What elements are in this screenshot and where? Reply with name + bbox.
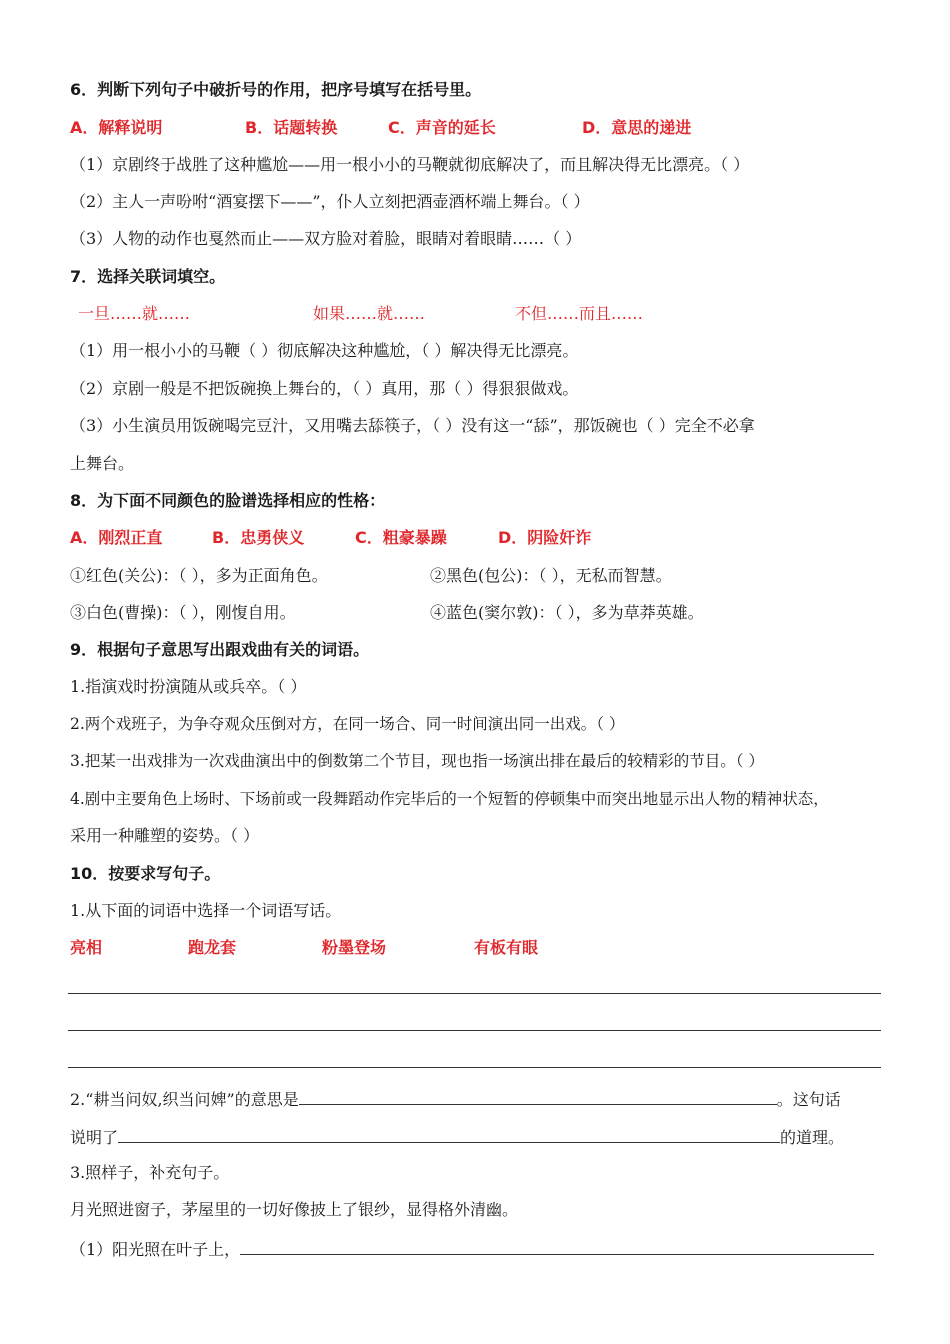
q6-item-3: （3）人物的动作也戛然而止——双方脸对着脸，眼睛对着眼睛……（ ） [70,229,582,248]
q7-option-1: 一旦……就…… [78,304,191,323]
q8-item-1: ①红色(关公)：（ ），多为正面角色。 [70,566,328,585]
q10-sub2-line1 [70,1088,841,1110]
q6-option-d: D．意思的递进 [582,118,692,137]
q9-item-1: 1.指演戏时扮演随从或兵卒。（ ） [70,677,307,696]
q7-item-2: （2）京剧一般是不把饭碗换上舞台的，（ ）真用，那（ ）得狠狠做戏。 [70,379,579,398]
q10-sub2-blank-meaning[interactable] [299,1088,777,1105]
q8-option-a: A．刚烈正直 [70,528,163,547]
q10-sub2-prompt: 2.“耕当问奴,织当问婢”的意思是 [70,1090,299,1109]
q6-option-b: B．话题转换 [245,118,338,137]
q10-title: 10．按要求写句子。 [70,864,221,883]
q10-sub2-lead: 说明了 [70,1128,119,1147]
q7-option-2: 如果……就…… [313,304,426,323]
q8-option-c: C．粗豪暴躁 [355,528,447,547]
q6-option-c: C．声音的延长 [388,118,496,137]
q8-item-4: ④蓝色(窦尔敦)：（ ），多为草莽英雄。 [430,603,704,622]
q9-item-4: 4.剧中主要角色上场时、下场前或一段舞蹈动作完毕后的一个短暂的停顿集中而突出地显示出人物的精神状态， [70,790,829,808]
q10-word-4: 有板有眼 [474,938,539,957]
q10-sub2-line2 [70,1126,844,1148]
q7-option-3: 不但……而且…… [515,304,644,323]
q10-sub2-end: 的道理。 [780,1128,845,1147]
q6-item-1: （1）京剧终于战胜了这种尴尬——用一根小小的马鞭就彻底解决了，而且解决得无比漂亮。（ ） [70,155,750,174]
q10-word-3: 粉墨登场 [322,938,387,957]
q7-title: 7．选择关联词填空。 [70,267,226,286]
q10-example: 月光照进窗子，茅屋里的一切好像披上了银纱，显得格外清幽。 [70,1200,519,1219]
q10-sub3: 3.照样子，补充句子。 [70,1163,230,1182]
q9-item-2: 2.两个戏班子，为争夺观众压倒对方，在同一场合、同一时间演出同一出戏。（ ） [70,715,625,733]
q6-option-a: A．解释说明 [70,118,163,137]
q9-title: 9．根据句子意思写出跟戏曲有关的词语。 [70,640,370,659]
q10-sub1: 1.从下面的词语中选择一个词语写话。 [70,901,342,920]
q8-item-2: ②黑色(包公)：（ ），无私而智慧。 [430,566,672,585]
q7-item-3-cont: 上舞台。 [70,454,135,473]
q7-item-1: （1）用一根小小的马鞭（ ）彻底解决这种尴尬，（ ）解决得无比漂亮。 [70,341,579,360]
q6-title: 6．判断下列句子中破折号的作用，把序号填写在括号里。 [70,80,482,99]
q9-item-3: 3.把某一出戏排为一次戏曲演出中的倒数第二个节目，现也指一场演出排在最后的较精彩的节目。（ ） [70,752,764,770]
q10-item1-blank[interactable] [240,1238,874,1255]
q10-sub2-suffix: 。这句话 [776,1090,841,1109]
writing-line-2[interactable] [68,1030,881,1031]
q10-sub2-blank-reason[interactable] [118,1126,780,1143]
q10-item1-prompt: （1）阳光照在叶子上， [70,1240,241,1259]
q8-item-3: ③白色(曹操)：（ ），刚愎自用。 [70,603,296,622]
q8-title: 8．为下面不同颜色的脸谱选择相应的性格： [70,491,386,510]
q6-item-2: （2）主人一声吩咐“酒宴摆下——”，仆人立刻把酒壶酒杯端上舞台。（ ） [70,192,590,211]
q10-item1-line [70,1238,874,1260]
writing-line-3[interactable] [68,1067,881,1068]
q10-word-2: 跑龙套 [188,938,237,957]
q10-word-1: 亮相 [70,938,103,957]
q8-option-b: B．忠勇侠义 [212,528,305,547]
q9-item-4-cont: 采用一种雕塑的姿势。（ ） [70,826,260,845]
q8-option-d: D．阴险奸诈 [498,528,592,547]
writing-line-1[interactable] [68,993,881,994]
q7-item-3: （3）小生演员用饭碗喝完豆汁，又用嘴去舔筷子，（ ）没有这一“舔”，那饭碗也（ ）完全不必拿 [70,416,755,435]
